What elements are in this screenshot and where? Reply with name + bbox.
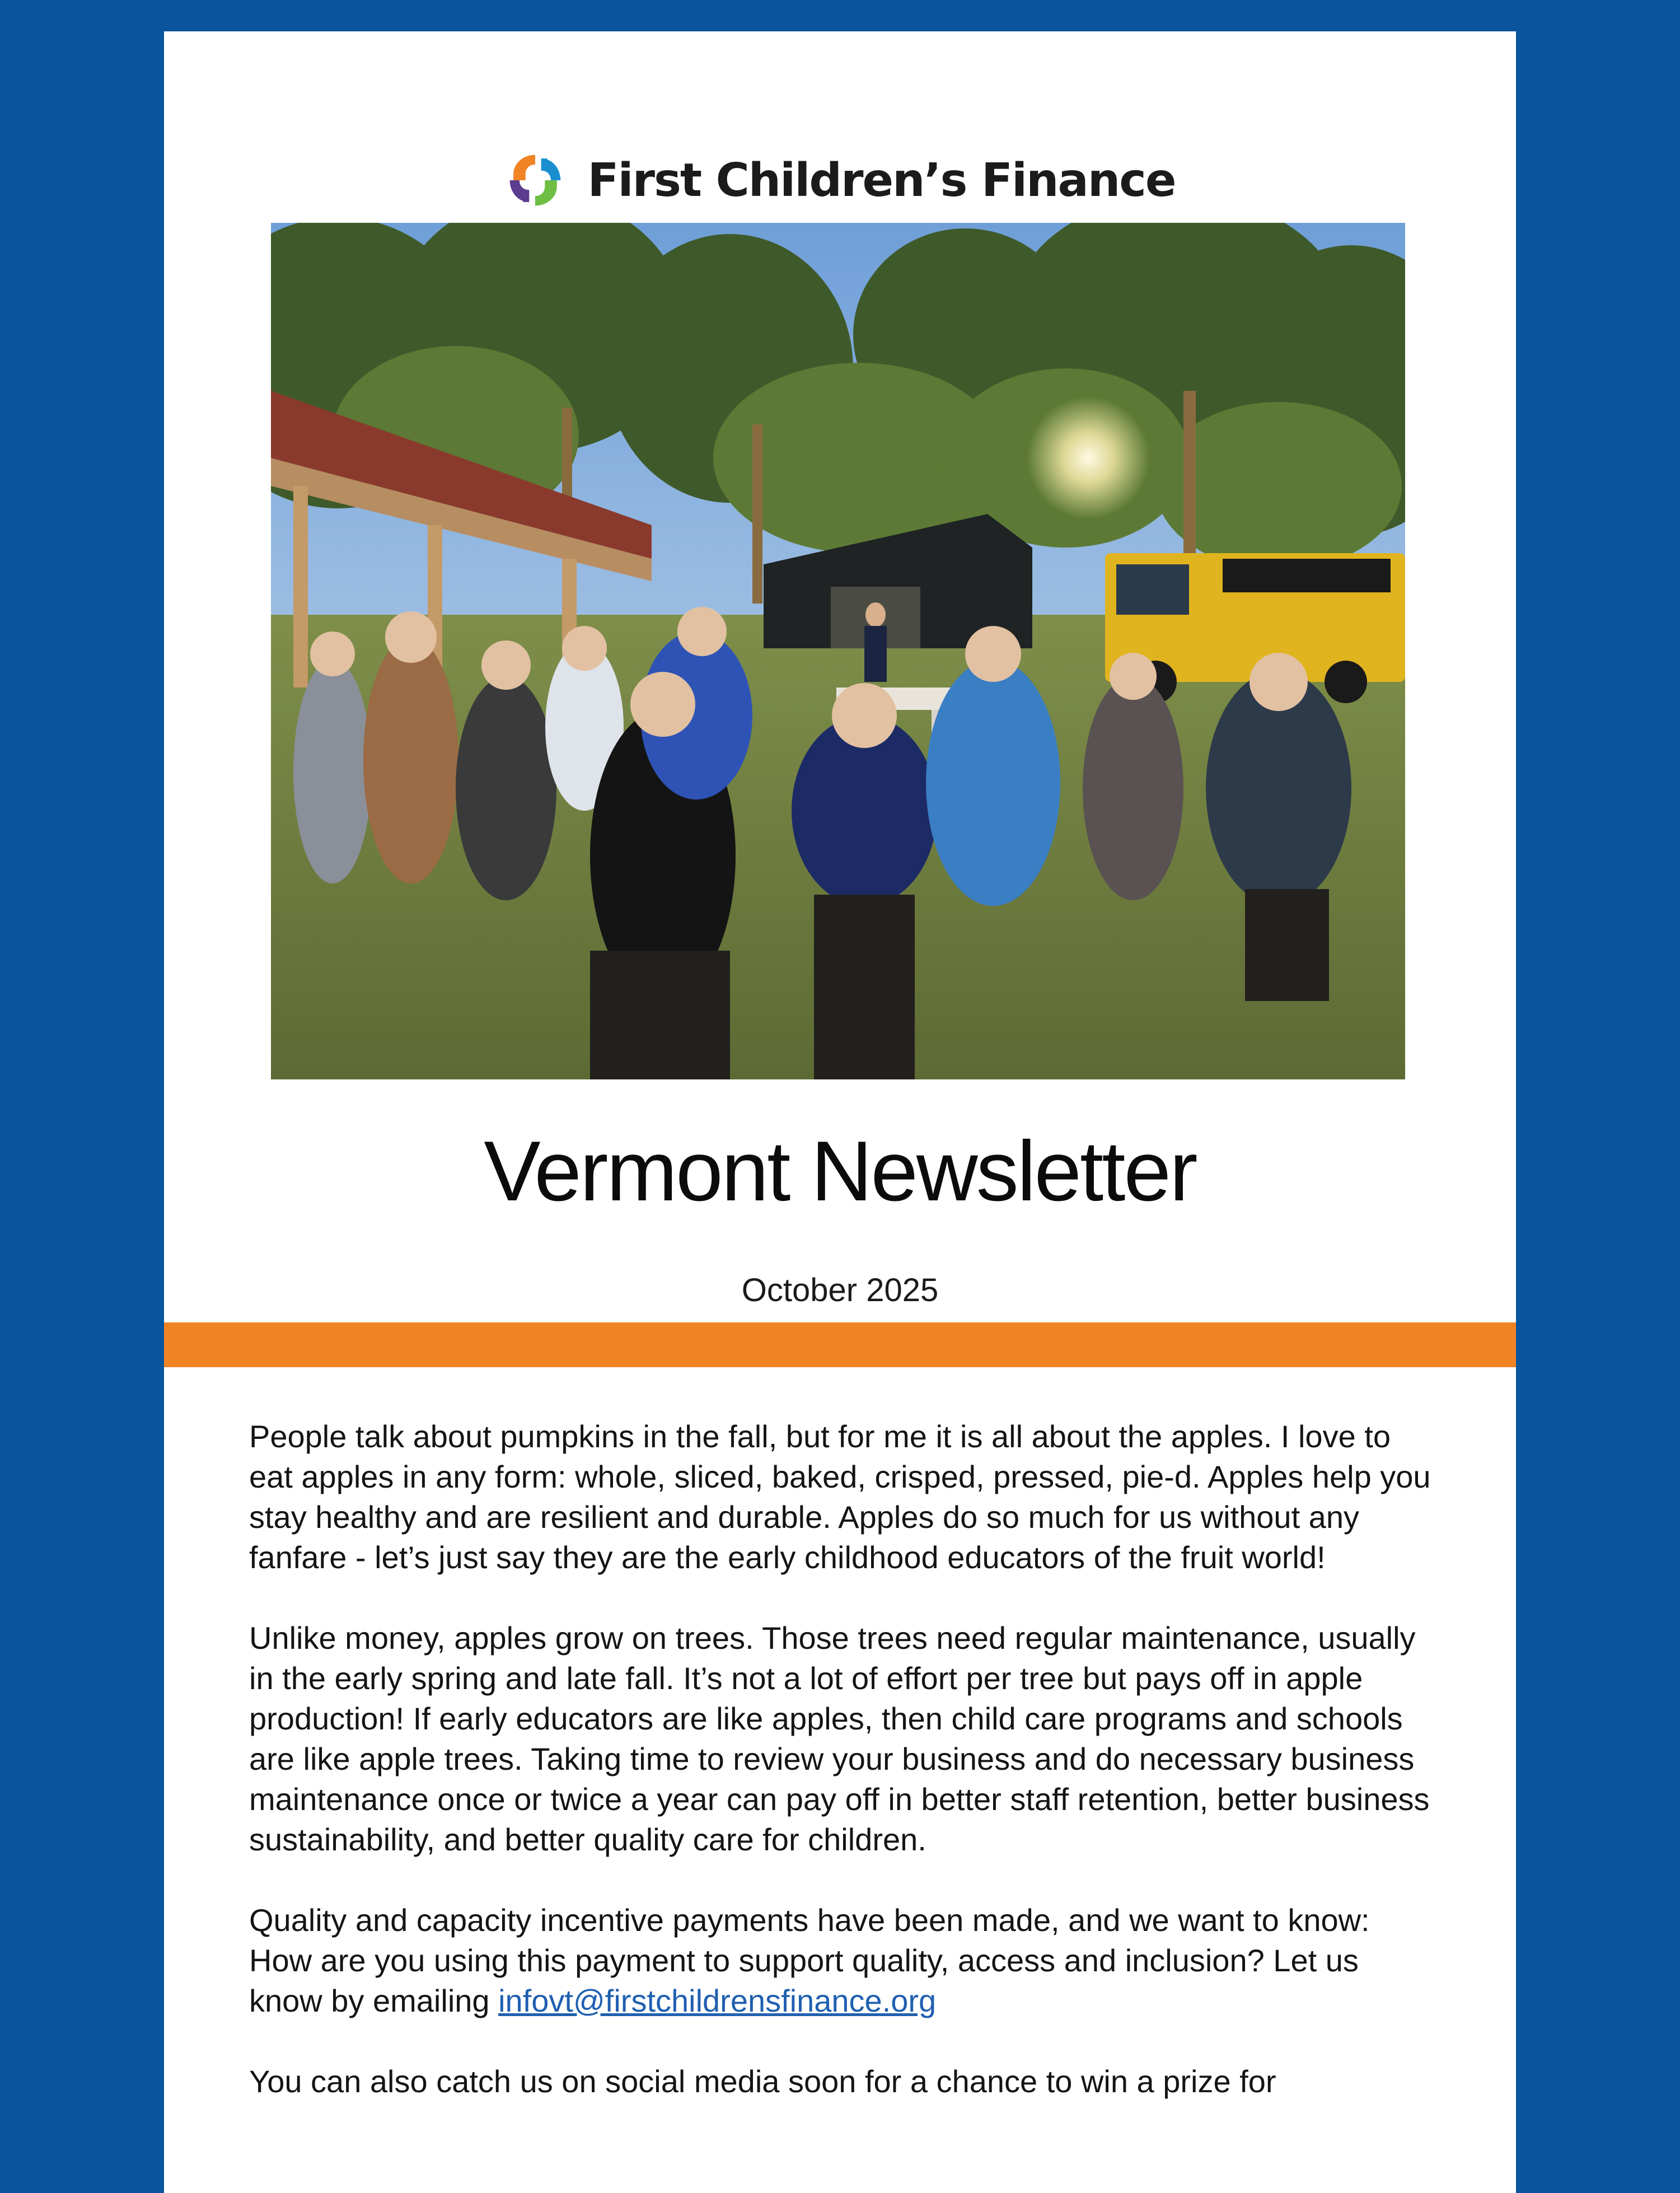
newsletter-date: October 2025 (741, 1272, 939, 1308)
body-paragraph-apples: People talk about pumpkins in the fall, but for me it is all about the apples. I love to eat apples in any form: whole, sliced, baked, crisped, pressed, pie-d. Apples help you stay healthy and are resilient and durable. Apples do so much for us without any fanfare - let’s just say they are the early childhood educators of the fruit world! (249, 1419, 1431, 1575)
accent-divider (164, 1322, 1516, 1367)
email-link[interactable]: infovt@firstchildrensfinance.org (498, 1983, 937, 2018)
newsletter-page (164, 31, 1516, 2193)
incentives-text: Quality and capacity incentive payments have been made, and we want to know: How are you using this payment to support quality, access and inclusion? Let us know by emailing (249, 1902, 1370, 2018)
four-petal-logo-icon (505, 150, 565, 211)
newsletter-body (249, 1416, 1436, 2142)
body-paragraph-incentives (249, 1900, 1436, 2021)
brand-name: First Children’s Finance (587, 153, 1176, 207)
body-paragraph-social: You can also catch us on social media soon for a chance to win a prize for (249, 2064, 1276, 2099)
outdoor-gathering-photo (271, 223, 1405, 1079)
brand-logo[interactable] (164, 147, 1516, 214)
body-paragraph-trees: Unlike money, apples grow on trees. Those trees need regular maintenance, usually in the early spring and late fall. It’s not a lot of effort per tree but pays off in apple production! If early educators are like apples, then child care programs and schools are like apple trees. Taking time to review your business and do necessary business maintenance once or twice a year can pay off in better staff retention, better business sustainability, and better quality care for children. (249, 1620, 1430, 1857)
hero-photo (271, 223, 1405, 1079)
newsletter-title: Vermont Newsletter (484, 1124, 1196, 1219)
